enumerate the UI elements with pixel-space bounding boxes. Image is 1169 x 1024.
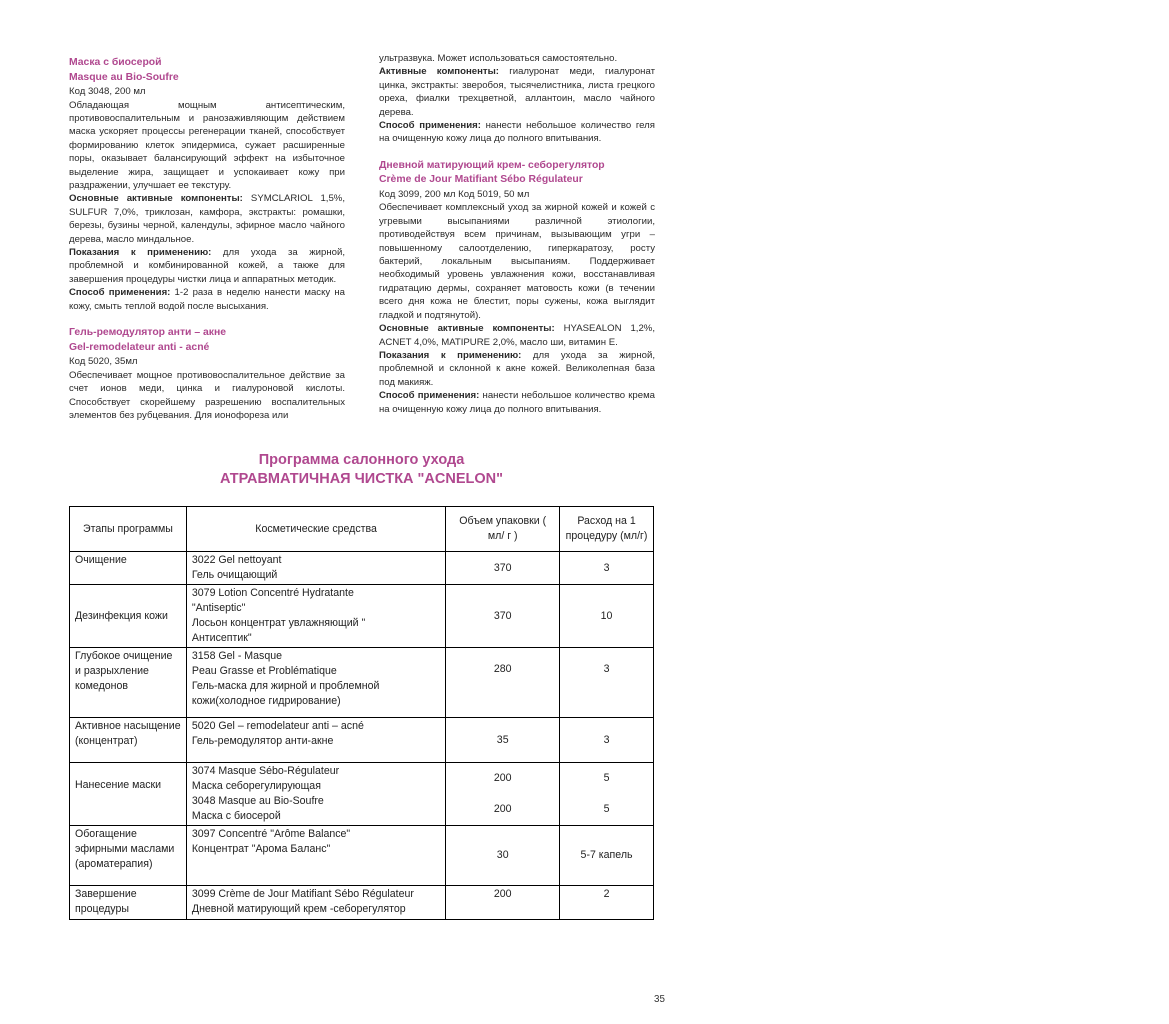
- table-header-row: [70, 507, 654, 552]
- volume-cell: 30: [446, 826, 560, 886]
- volume-value: 200: [493, 772, 512, 784]
- volume-value: 200: [493, 803, 512, 815]
- product-code: Код 3099, 200 мл Код 5019, 50 мл: [379, 189, 530, 201]
- product-line: Антисептик": [191, 632, 252, 644]
- components-paragraph: [379, 65, 655, 119]
- components-text: SYMCLARIOL 1,5%, SULFUR 7,0%, триклозан, камфора, экстракты: ромашки, березы, бузины черной, календулы, эфирное масло чайного дерева, масло миндальное.: [69, 193, 345, 245]
- table-row: [70, 648, 654, 718]
- product-line: Гель очищающий: [191, 569, 278, 581]
- usage-label: Способ применения:: [69, 287, 171, 299]
- usage-cell: 10: [560, 585, 654, 648]
- components-paragraph: [379, 322, 655, 349]
- usage-text: нанести небольшое количество крема на очищенную кожу лица до полного впитывания.: [379, 390, 655, 415]
- components-paragraph: [69, 192, 345, 246]
- product-line: кожи(холодное гидрирование): [191, 695, 341, 707]
- usage-paragraph: [69, 286, 345, 313]
- components-label: Основные активные компоненты:: [379, 323, 555, 335]
- stage-cell: Очищение: [70, 552, 187, 585]
- usage-value: 5: [603, 803, 610, 815]
- stage-cell: Активное насыщение (концентрат): [70, 718, 187, 763]
- usage-paragraph: [379, 389, 655, 416]
- components-label: Активные компоненты:: [379, 66, 499, 78]
- program-title: [69, 451, 654, 489]
- usage-text: 1-2 раза в неделю нанести маску на кожу, смыть теплой водой после высыхания.: [69, 287, 345, 312]
- product-line: 3074 Masque Sébo-Régulateur: [191, 765, 340, 777]
- stage-cell: Нанесение маски: [70, 763, 187, 826]
- header-usage: Расход на 1 процедуру (мл/г): [560, 507, 654, 552]
- products-cell: [186, 718, 445, 763]
- table-row: [70, 886, 654, 920]
- product-description: Обеспечивает мощное противовоспалительное действие за счет ионов меди, цинка и гиалуроновой кислоты. Способствует скорейшему разрешению воспалительных элементов без рубцевания. Для ионофореза или: [69, 369, 345, 421]
- table-row: [70, 585, 654, 648]
- volume-cell: 370: [446, 552, 560, 585]
- stage-cell: Завершение процедуры: [70, 886, 187, 920]
- stage-cell: Дезинфекция кожи: [70, 585, 187, 648]
- products-cell: [186, 552, 445, 585]
- product-line: 3099 Crème de Jour Matifiant Sébo Régulateur: [191, 888, 414, 900]
- left-column: [69, 56, 345, 422]
- product-description: Обладающая мощным антисептическим, противовоспалительным и ранозаживляющим действием маска ускоряет процессы регенерации тканей, способствует формированию клеток эпидермиса, сужает расширенные поры, оказывает балансирующий эффект на избыточное выделение жира, защищает и успокаивает кожу при раздражении, улучшает ее текстуру.: [69, 99, 345, 192]
- usage-cell: [560, 763, 654, 826]
- product-line: Концентрат "Арома Баланс": [191, 843, 331, 855]
- products-cell: [186, 886, 445, 920]
- section-title-fr: Gel-remodelateur anti - acné: [69, 341, 210, 353]
- program-title-line1: Программа салонного ухода: [258, 452, 465, 468]
- right-column: [379, 52, 655, 416]
- components-text: HYASEALON 1,2%, ACNET 4,0%, MATIPURE 2,0%, масло ши, витамин Е.: [379, 323, 655, 348]
- product-description: Обеспечивает комплексный уход за жирной кожей и кожей с угревыми высыпаниями различной этиологии, противодействуя всем причинам, вызывающим угри – повышенному салоотделению, гиперкаратозу, росту бактерий, локальным высыпаниям. Поддерживает необходимый уровень увлажнения кожи, восстанавливая гидратацию дермы, сохраняет матовость кожи (в течении всего дня кожа не блестит, поры сужены, кожа выглядит гладкой и подтянутой).: [379, 202, 655, 321]
- usage-value: 5: [603, 772, 610, 784]
- volume-cell: 370: [446, 585, 560, 648]
- section-title-ru: Маска с биосерой: [69, 57, 162, 68]
- page-number: 35: [654, 994, 665, 1005]
- product-code: Код 3048, 200 мл: [69, 86, 146, 98]
- volume-cell: [446, 763, 560, 826]
- product-line: 3158 Gel - Masque: [191, 650, 282, 662]
- product-line: 3048 Masque au Bio-Soufre: [191, 795, 324, 807]
- product-line: Маска с биосерой: [191, 810, 281, 822]
- volume-cell: 200: [446, 886, 560, 920]
- section-title-fr: Masque au Bio-Soufre: [69, 71, 179, 83]
- indications-paragraph: [69, 246, 345, 286]
- usage-cell: 2: [560, 886, 654, 920]
- program-title-line2: АТРАВМАТИЧНАЯ ЧИСТКА "ACNELON": [219, 471, 503, 487]
- usage-cell: 3: [560, 718, 654, 763]
- stage-cell: Глубокое очищение и разрыхление комедонов: [70, 648, 187, 718]
- product-line: Гель-ремодулятор анти-акне: [191, 735, 334, 747]
- indications-label: Показания к применению:: [69, 247, 212, 259]
- indications-paragraph: [379, 349, 655, 389]
- product-line: Дневной матирующий крем -себорегулятор: [191, 903, 406, 915]
- header-stage: Этапы программы: [70, 507, 187, 552]
- usage-paragraph: [379, 119, 655, 146]
- stage-cell: Обогащение эфирными маслами (ароматерапия): [70, 826, 187, 886]
- indications-label: Показания к применению:: [379, 349, 522, 361]
- table-row: [70, 763, 654, 826]
- components-label: Основные активные компоненты:: [69, 193, 243, 205]
- usage-text: нанести небольшое количество геля на очищенную кожу лица до полного впитывания.: [379, 120, 655, 145]
- table-row: [70, 552, 654, 585]
- indications-text: для ухода за жирной, проблемной и склонной к акне кожей. Великолепная база под макияж.: [379, 349, 655, 388]
- products-cell: [186, 826, 445, 886]
- product-line: "Antiseptic": [191, 602, 246, 614]
- product-line: 3079 Lotion Concentré Hydratante: [191, 587, 354, 599]
- product-line: Маска себорегулирующая: [191, 780, 321, 792]
- usage-cell: 5-7 капель: [560, 826, 654, 886]
- section-title-ru: Дневной матирующий крем- себорегулятор: [379, 159, 605, 171]
- usage-label: Способ применения:: [379, 390, 480, 402]
- header-volume: Объем упаковки ( мл/ г ): [446, 507, 560, 552]
- volume-cell: 35: [446, 718, 560, 763]
- product-line: 3097 Concentré "Arôme Balance": [191, 828, 351, 840]
- product-line: Гель-маска для жирной и проблемной: [191, 680, 380, 692]
- products-cell: [186, 648, 445, 718]
- usage-cell: 3: [560, 648, 654, 718]
- volume-cell: 280: [446, 648, 560, 718]
- products-cell: [186, 763, 445, 826]
- usage-label: Способ применения:: [379, 120, 481, 132]
- table-row: [70, 718, 654, 763]
- components-text: гиалуронат меди, гиалуронат цинка, экстракты: зверобоя, тысячелистника, листа грецкого ореха, фиалки трехцветной, аллантоин, масло чайного дерева.: [379, 66, 655, 118]
- product-line: 3022 Gel nettoyant: [191, 554, 282, 566]
- usage-cell: 3: [560, 552, 654, 585]
- products-cell: [186, 585, 445, 648]
- product-line: Peau Grasse et Problématique: [191, 665, 337, 677]
- continued-text: ультразвука. Может использоваться самостоятельно.: [379, 53, 618, 64]
- program-table: [69, 506, 654, 920]
- indications-text: для ухода за жирной, проблемной и комбинированной кожей, а также для завершения процедуры чистки лица и аппаратных методик.: [69, 247, 345, 285]
- section-title-ru: Гель-ремодулятор анти – акне: [69, 327, 227, 339]
- section-title-fr: Crème de Jour Matifiant Sébo Régulateur: [379, 174, 583, 186]
- product-line: 5020 Gel – remodelateur anti – acné: [191, 720, 364, 732]
- product-code: Код 5020, 35мл: [69, 356, 138, 368]
- header-products: Косметические средства: [186, 507, 445, 552]
- product-line: Лосьон концентрат увлажняющий ": [191, 617, 366, 629]
- table-row: [70, 826, 654, 886]
